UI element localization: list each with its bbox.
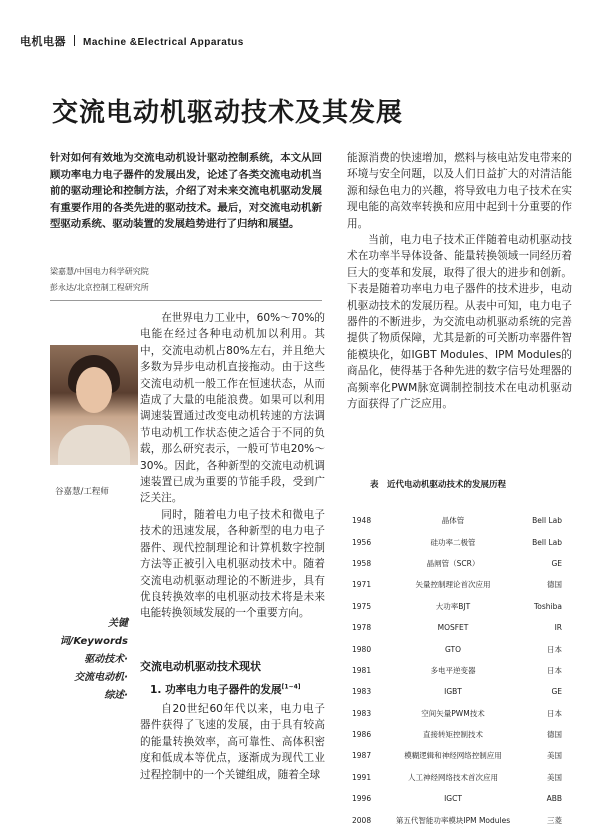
- subsection-title: 1. 功率电力电子器件的发展[1~4]: [150, 683, 301, 696]
- table-row: [352, 574, 562, 595]
- table-cell-year: 1948: [352, 516, 372, 526]
- author-1: 梁嘉慧/中国电力科学研究院: [50, 267, 149, 276]
- table-cell-desc: MOSFET: [437, 623, 469, 633]
- table-cell-year: 1983: [352, 708, 372, 718]
- paragraph: 自20世纪60年代以来，电力电子器件获得了飞速的发展，由于具有较高的能量转换效率，高可靠性、高体积密度和低成本等优点，逐渐成为现代工业过程控制中的一个关键组成，随着全球: [140, 703, 325, 781]
- table-row: [352, 510, 562, 531]
- table-cell-desc: 模糊逻辑和神经网络控制应用: [404, 751, 502, 761]
- table-cell-co: 日本: [547, 644, 562, 654]
- keyword: 交流电动机·: [74, 672, 128, 683]
- table-cell-year: 1958: [352, 558, 372, 568]
- table-row: [352, 767, 562, 788]
- author-2: 彭永达/北京控制工程研究所: [50, 283, 149, 292]
- table-cell-co: 日本: [547, 708, 562, 718]
- table-cell-co: 德国: [547, 730, 562, 740]
- abstract: 针对如何有效地为交流电动机设计驱动控制系统，本文从回顾功率电力电子器件的发展出发，论述了各类交流电动机当前的驱动理论和控制方法，介绍了对未来交流电机驱动发展有重要作用的各类先进的驱动技术。最后，对交流电动机新型驱动系统、驱动装置的发展趋势进行了归纳和展望。: [50, 152, 322, 230]
- table-cell-desc: 晶体管: [441, 516, 465, 526]
- table-row: [352, 788, 562, 809]
- table-row: [352, 703, 562, 724]
- table-cell-desc: 晶闸管（SCR）: [426, 558, 480, 568]
- journal-section-cn: 电机电器: [20, 35, 66, 48]
- keywords: [50, 615, 128, 705]
- table-cell-desc: 矢量控制理论首次应用: [415, 580, 491, 590]
- author-photo: [50, 345, 138, 465]
- table-cell-co: 美国: [547, 772, 562, 782]
- table-cell-desc: GTO: [444, 644, 462, 654]
- table-cell-co: IR: [554, 623, 562, 633]
- table-cell-desc: IGCT: [444, 794, 462, 804]
- paragraph: 当前，电力电子技术正伴随着电动机驱动技术在功率半导体设备、能量转换领域一同经历着巨大的变革和发展，取得了很大的进步和创新。下表是随着功率电力电子器件的技术进步，电动机驱动技术的发展历程。从表中可知，电力电子器件的不断进步，为交流电动机驱动系统的完善提供了物质保障，尤其是新的可关断功率器件智能模块化，如IGBT Modules、IPM Modules的商品化，使得基于各种先进的数字信号处理器的高频率化PWM脉宽调制控制技术在电动机驱动方面获得了广泛应用。: [347, 234, 572, 411]
- header-divider: [74, 35, 75, 46]
- table-cell-desc: 大功率BJT: [435, 601, 471, 611]
- table-cell-co: 三菱: [547, 815, 562, 825]
- table-cell-year: 1971: [352, 580, 372, 590]
- table-cell-desc: 硅功率二极管: [430, 537, 476, 547]
- table-cell-co: Toshiba: [534, 601, 562, 611]
- divider: [50, 300, 322, 301]
- table-cell-desc: IGBT: [444, 687, 462, 697]
- table-cell-co: 日本: [547, 665, 562, 675]
- table-cell-year: 1996: [352, 794, 372, 804]
- table-row: [352, 553, 562, 574]
- paragraph: 在世界电力工业中，60%～70%的电能在经过各种电动机加以利用。其中，交流电动机占80%左右，并且绝大多数为异步电动机直接拖动。由于这些交流电动机一般工作在恒速状态，从而造成了大量的电能浪费。如果可以利用调速装置通过改变电动机转速的方法调节电动机工作状态使之适合于不同的负载，那么研究表示，一般可节电20%～30%。因此，各种新型的交流电动机调速装置已成为重要的节能手段，受到广泛关注。: [140, 312, 325, 505]
- body-column-2: [347, 150, 572, 413]
- table-cell-year: 1980: [352, 644, 372, 654]
- table-cell-desc: 直接转矩控制技术: [423, 730, 483, 740]
- table-cell-year: 1975: [352, 601, 372, 611]
- table-cell-year: 1981: [352, 665, 372, 675]
- citation: [1~4]: [281, 683, 301, 691]
- table-cell-year: 1991: [352, 772, 372, 782]
- table-row: [352, 660, 562, 681]
- body-column-1b: [140, 701, 325, 783]
- journal-header: [20, 33, 244, 49]
- table-row: [352, 531, 562, 552]
- table-row: [352, 617, 562, 638]
- table-cell-year: 1987: [352, 751, 372, 761]
- article-title: 交流电动机驱动技术及其发展: [52, 98, 404, 128]
- keyword: 驱动技术·: [84, 654, 128, 665]
- table-cell-co: Bell Lab: [532, 537, 562, 547]
- table-row: [352, 681, 562, 702]
- keywords-label: 关键词/Keywords: [59, 618, 128, 647]
- table-row: [352, 745, 562, 766]
- table-cell-co: 德国: [547, 580, 562, 590]
- body-column-1: [140, 310, 325, 622]
- table-cell-desc: 第五代智能功率模块IPM Modules: [395, 815, 511, 825]
- history-table: [352, 510, 562, 831]
- table-cell-desc: 空间矢量PWM技术: [421, 708, 485, 718]
- table-cell-co: Bell Lab: [532, 516, 562, 526]
- table-caption: 表 近代电动机驱动技术的发展历程: [370, 480, 507, 490]
- table-row: [352, 809, 562, 830]
- table-cell-year: 1956: [352, 537, 372, 547]
- paragraph: 能源消费的快速增加，燃料与核电站发电带来的环境与安全问题，以及人们日益扩大的对清洁能源和绿色电力的兴趣，将导致电力电子技术在实现电能的高效率转换和应用中起到十分重要的作用。: [347, 152, 572, 230]
- table-row: [352, 724, 562, 745]
- section-title: 交流电动机驱动技术现状: [140, 660, 261, 673]
- table-row: [352, 596, 562, 617]
- table-cell-co: GE: [551, 558, 562, 568]
- table-cell-year: 1986: [352, 730, 372, 740]
- paragraph: 同时，随着电力电子技术和微电子技术的迅速发展，各种新型的电力电子器件、现代控制理论和计算机数字控制方法等正被引入电机驱动技术中。随着交流电动机驱动理论的不断进步，具有优良转换效率的电机驱动技术将是未来电能转换领域发展的一个重要方向。: [140, 508, 325, 620]
- journal-section-en: Machine &Electrical Apparatus: [83, 37, 244, 48]
- table-row: [352, 638, 562, 659]
- table-cell-co: ABB: [546, 794, 562, 804]
- table-cell-co: 美国: [547, 751, 562, 761]
- table-cell-co: GE: [551, 687, 562, 697]
- table-cell-desc: 人工神经网络技术首次应用: [408, 772, 498, 782]
- table-cell-desc: 多电平逆变器: [430, 665, 476, 675]
- photo-caption: 谷嘉慧/工程师: [55, 487, 109, 497]
- table-cell-year: 2008: [352, 815, 372, 825]
- table-cell-year: 1978: [352, 623, 372, 633]
- table-cell-year: 1983: [352, 687, 372, 697]
- keyword: 综述·: [104, 690, 128, 701]
